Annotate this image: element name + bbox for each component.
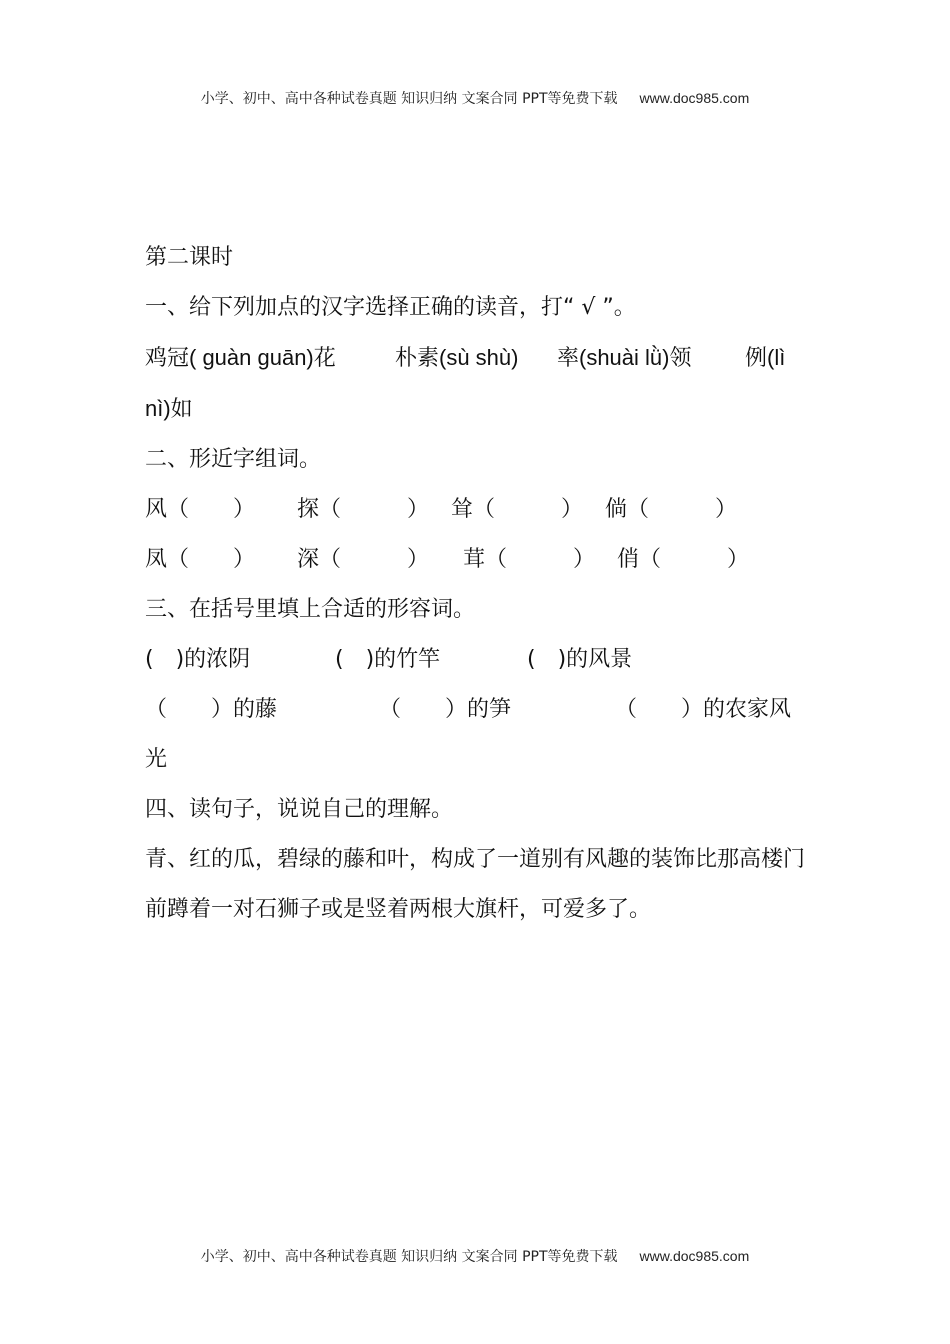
q3-row [145,635,807,685]
q2-heading: 二、形近字组词。 [145,447,322,472]
footer-text: 小学、初中、高中各种试卷真题 知识归纳 文案合同 PPT等免费下载 [200,1249,618,1265]
q2-word-item: 凤（ ） [145,547,256,572]
q1-item: 率(shuài lǜ)领 [557,345,692,370]
q1-items [145,333,807,435]
q1-item: 朴素(sù shù) [395,345,519,370]
q3-item: （ ）的农家风光 [145,697,792,772]
q3-item: ( )的风景 [527,647,633,672]
q1-heading: 一、给下列加点的汉字选择正确的读音，打“ √ ”。 [145,295,636,320]
worksheet-content [145,233,807,935]
footer-site-link[interactable]: www.doc985.com [639,1248,750,1264]
q4-heading: 四、读句子，说说自己的理解。 [145,797,454,822]
header-text: 小学、初中、高中各种试卷真题 知识归纳 文案合同 PPT等免费下载 [200,91,618,107]
q1-item: 鸡冠( guàn guān)花 [145,345,336,370]
page-footer [0,1246,950,1266]
q2-word-item: 茸（ ） [463,547,596,572]
header-site-link[interactable]: www.doc985.com [639,90,750,106]
lesson-title: 第二课时 [145,245,234,270]
q3-item: （ ）的藤 [145,697,278,722]
q2-word-item: 深（ ） [297,547,430,572]
page-header [0,88,950,108]
q2-word-item: 耸（ ） [451,497,584,522]
q3-item: （ ）的笋 [379,697,512,722]
q3-row [145,685,807,785]
q2-word-item: 探（ ） [297,497,430,522]
q4-passage: 青、红的瓜，碧绿的藤和叶，构成了一道别有风趣的装饰比那高楼门前蹲着一对石狮子或是竖着两根大旗杆，可爱多了。 [145,847,806,922]
q3-item: ( )的竹竿 [335,647,441,672]
q2-word-item: 倘（ ） [605,497,738,522]
q2-word-item: 风（ ） [145,497,256,522]
q3-heading: 三、在括号里填上合适的形容词。 [145,597,476,622]
q3-item: ( )的浓阴 [145,647,251,672]
q2-word-item: 俏（ ） [617,547,750,572]
q1-item: 例(lì nì)如 [145,345,786,421]
q2-row [145,535,807,585]
q2-row [145,485,807,535]
